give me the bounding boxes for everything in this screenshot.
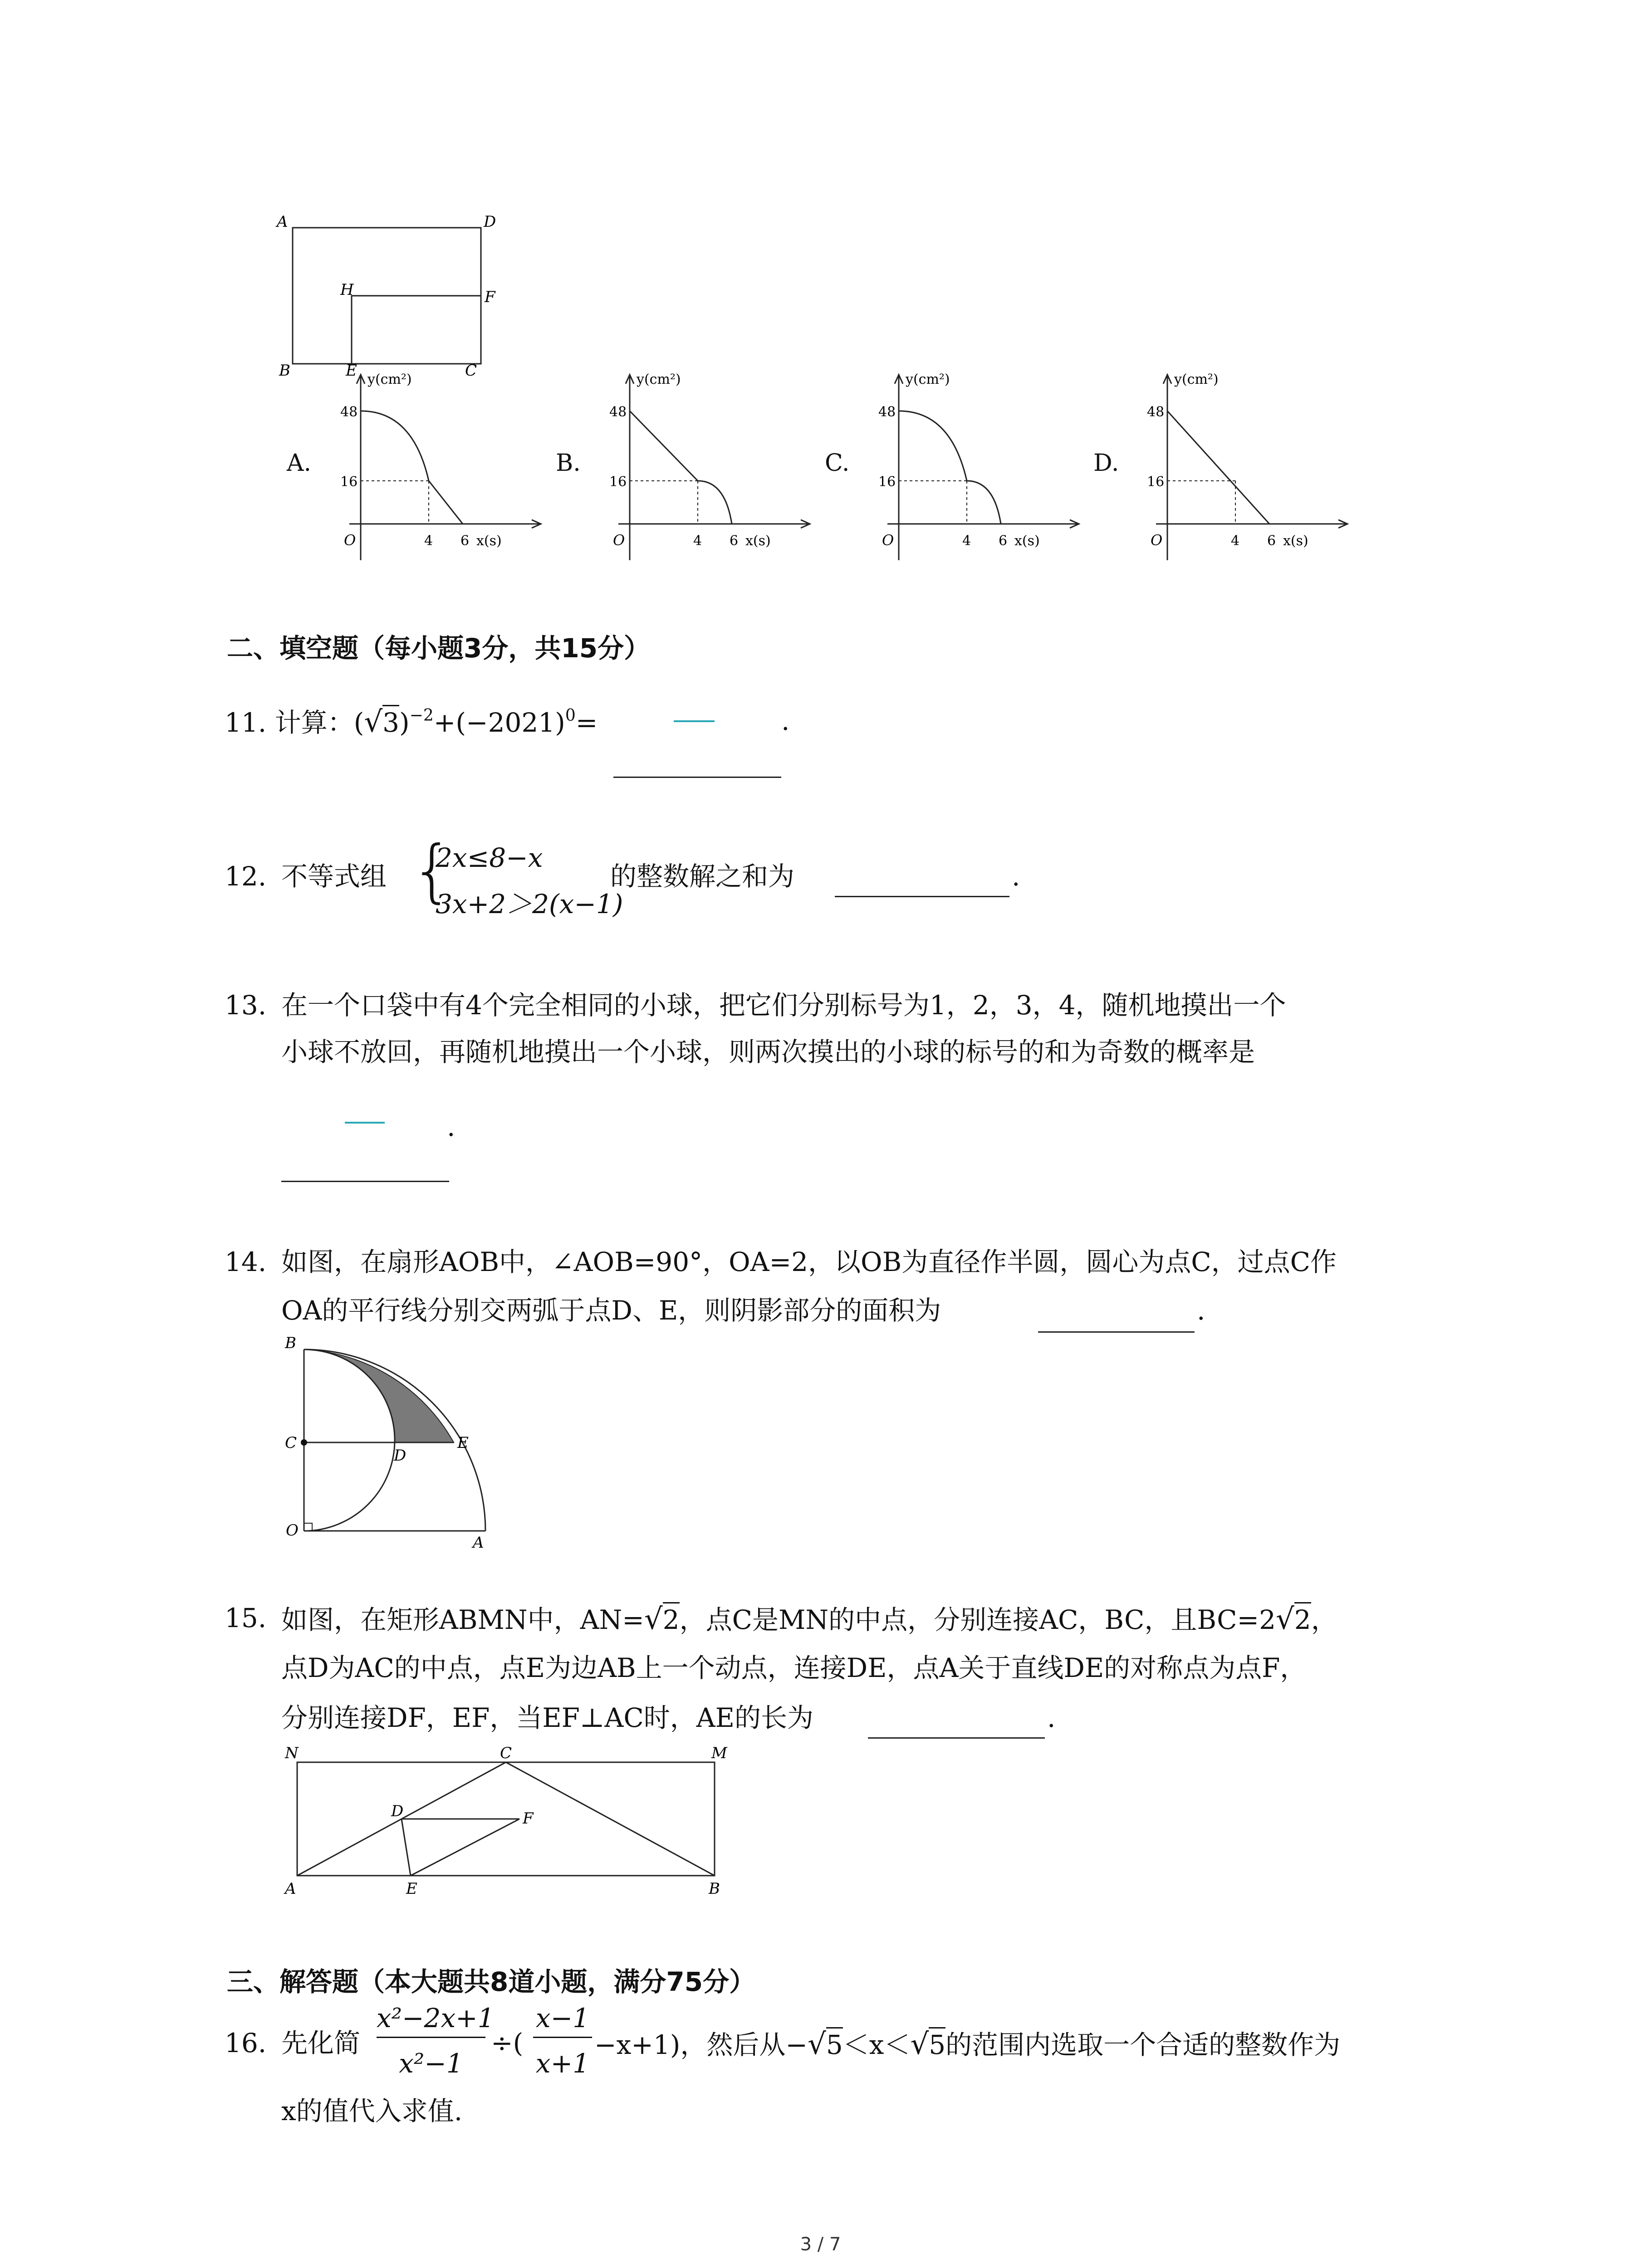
q15-label-D: D — [391, 1802, 404, 1820]
label-H: H — [340, 281, 354, 299]
q15-rectangle-figure — [272, 1742, 753, 1901]
q11-line — [225, 705, 598, 739]
q11-period: . — [781, 705, 790, 736]
option-c-letter: C. — [825, 450, 850, 477]
section-2-title: 二、填空题（每小题3分，共15分） — [227, 633, 651, 664]
q14-label-E: E — [457, 1434, 469, 1452]
q15-answer-blank[interactable] — [868, 1737, 1045, 1739]
q14-sector-figure — [272, 1334, 508, 1551]
graph-d-y-label: y(cm²) — [1174, 371, 1219, 387]
q11-answer-mark — [674, 720, 715, 722]
q11-exponent-2: 0 — [565, 706, 576, 725]
q15-line1-part-b: ，点C是MN的中点，分别连接AC，BC，且BC=2 — [679, 1604, 1276, 1635]
q16-frac2-numerator: x−1 — [535, 2003, 590, 2033]
q13-period: . — [447, 1111, 456, 1142]
q12-line1: 2x≤8−x — [436, 842, 543, 873]
q15-period: . — [1047, 1702, 1056, 1733]
q11-radicand: 3 — [382, 705, 399, 738]
q16-lead: 先化简 — [281, 2028, 361, 2058]
q13-answer-mark — [345, 1122, 385, 1124]
q15-label-F: F — [523, 1809, 534, 1828]
q14-line1: 如图，在扇形AOB中，∠AOB=90°，OA=2，以OB为直径作半圆，圆心为点C，过点C作 — [281, 1246, 1337, 1277]
graph-a-tick-16: 16 — [340, 474, 358, 490]
q13-number: 13. — [225, 990, 267, 1021]
label-E: E — [346, 362, 357, 376]
option-d-graph — [1138, 367, 1356, 567]
q14-label-A: A — [473, 1534, 484, 1551]
q15-label-M: M — [711, 1744, 727, 1762]
q11-open-paren: ( — [353, 707, 364, 738]
q13-line2: 小球不放回，再随机地摸出一个小球，则两次摸出的小球的标号的和为奇数的概率是 — [281, 1036, 1255, 1067]
q16-frac2-denominator: x+1 — [535, 2048, 590, 2079]
q16-line2: x的值代入求值. — [281, 2096, 463, 2126]
q14-label-O: O — [286, 1521, 299, 1540]
q16-frac1-bar — [377, 2037, 485, 2038]
graph-a-tick-4: 4 — [424, 533, 433, 549]
graph-d-tick-4: 4 — [1231, 533, 1240, 549]
graph-d-tick-48: 48 — [1147, 404, 1165, 420]
page-number: 3 / 7 — [800, 2234, 841, 2255]
option-a-letter: A. — [287, 450, 312, 477]
label-B: B — [279, 362, 290, 376]
label-D: D — [484, 213, 496, 231]
q16-number: 16. — [225, 2028, 267, 2058]
q15-label-C: C — [500, 1744, 512, 1762]
q16-frac1-numerator: x²−2x+1 — [377, 2003, 495, 2033]
sqrt-symbol: √ — [644, 1603, 663, 1636]
q14-label-B: B — [285, 1334, 296, 1352]
q12-answer-blank[interactable] — [835, 896, 1009, 897]
graph-b-y-label: y(cm²) — [637, 371, 681, 387]
graph-c-tick-6: 6 — [999, 533, 1008, 549]
q14-answer-blank[interactable] — [1038, 1331, 1195, 1333]
q16-radicand-1: 5 — [826, 2027, 843, 2060]
q11-term2: +(−2021) — [433, 707, 565, 738]
q16-tail: 的范围内选取一个合适的整数作为 — [945, 2029, 1341, 2060]
graph-c-x-label: x(s) — [1014, 533, 1040, 549]
sqrt-symbol: √ — [364, 705, 383, 739]
q11-answer-blank[interactable] — [613, 777, 781, 778]
q15-line1 — [281, 1605, 1337, 1634]
q16-after — [594, 2030, 1340, 2059]
graph-d-tick-6: 6 — [1267, 533, 1276, 549]
sqrt-symbol: √ — [1276, 1603, 1294, 1636]
section-3-title: 三、解答题（本大题共8道小题，满分75分） — [227, 1966, 756, 1997]
q15-radicand-2: 2 — [1294, 1602, 1311, 1635]
option-b-graph — [600, 367, 818, 567]
q14-period: . — [1197, 1295, 1205, 1326]
sqrt-symbol: √ — [910, 2028, 929, 2061]
q12-line2: 3x+2＞2(x−1) — [436, 889, 623, 919]
q13-answer-blank[interactable] — [281, 1181, 449, 1182]
graph-c-tick-4: 4 — [962, 533, 971, 549]
q15-label-N: N — [285, 1744, 299, 1762]
q13-line1: 在一个口袋中有4个完全相同的小球，把它们分别标号为1，2，3，4，随机地摸出一个 — [281, 990, 1286, 1021]
option-c-graph — [869, 367, 1087, 567]
sqrt-symbol: √ — [808, 2028, 826, 2061]
label-F: F — [485, 288, 495, 306]
graph-c-y-label: y(cm²) — [906, 371, 950, 387]
q15-line1-part-c: ， — [1311, 1604, 1337, 1635]
graph-c-tick-16: 16 — [878, 474, 896, 490]
q11-lead: 计算： — [274, 707, 354, 738]
q14-label-D: D — [394, 1447, 407, 1465]
q15-label-A: A — [285, 1880, 296, 1898]
option-a-graph — [331, 367, 549, 567]
option-b-letter: B. — [556, 450, 581, 477]
graph-c-tick-48: 48 — [878, 404, 896, 420]
label-A: A — [277, 213, 288, 231]
q14-line2: OA的平行线分别交两弧于点D、E，则阴影部分的面积为 — [281, 1295, 941, 1326]
graph-b-tick-48: 48 — [609, 404, 627, 420]
graph-d-x-label: x(s) — [1283, 533, 1308, 549]
graph-b-tick-6: 6 — [730, 533, 739, 549]
q12-lead: 不等式组 — [281, 861, 387, 892]
q10-rectangle-figure — [272, 213, 508, 376]
q11-close-paren: ) — [399, 707, 410, 738]
q15-label-E: E — [406, 1880, 417, 1898]
q14-label-C: C — [285, 1434, 297, 1452]
q12-tail: 的整数解之和为 — [610, 861, 795, 892]
q15-radicand-1: 2 — [663, 1602, 680, 1635]
q16-radicand-2: 5 — [929, 2027, 945, 2060]
graph-d-tick-16: 16 — [1147, 474, 1165, 490]
q15-line2: 点D为AC的中点，点E为边AB上一个动点，连接DE，点A关于直线DE的对称点为点F， — [281, 1652, 1307, 1683]
graph-c-origin: O — [882, 532, 894, 549]
q12-number: 12. — [225, 861, 267, 892]
option-d-letter: D. — [1093, 450, 1119, 477]
q16-after-text: −x+1)，然后从− — [594, 2029, 808, 2060]
q15-label-B: B — [709, 1880, 720, 1898]
graph-a-tick-6: 6 — [460, 533, 470, 549]
q16-divide: ÷( — [491, 2028, 524, 2058]
q11-number: 11. — [225, 707, 267, 738]
graph-b-origin: O — [613, 532, 625, 549]
label-C: C — [465, 362, 477, 376]
graph-b-tick-4: 4 — [693, 533, 702, 549]
graph-a-tick-48: 48 — [340, 404, 358, 420]
q15-line1-part-a: 如图，在矩形ABMN中，AN= — [281, 1604, 644, 1635]
q12-period: . — [1012, 861, 1020, 892]
graph-a-y-label: y(cm²) — [367, 371, 412, 387]
q16-frac1-denominator: x²−1 — [399, 2048, 463, 2079]
q12-brace: { — [411, 831, 454, 910]
q16-middle: ＜x＜ — [843, 2029, 911, 2060]
q15-line3: 分别连接DF，EF，当EF⊥AC时，AE的长为 — [281, 1702, 813, 1733]
q11-equals: = — [575, 707, 598, 738]
q16-frac2-bar — [533, 2037, 592, 2038]
graph-d-origin: O — [1151, 532, 1163, 549]
graph-b-tick-16: 16 — [609, 474, 627, 490]
graph-a-x-label: x(s) — [476, 533, 502, 549]
graph-b-x-label: x(s) — [745, 533, 771, 549]
q11-exponent-1: −2 — [409, 706, 434, 725]
q14-number: 14. — [225, 1246, 267, 1277]
graph-a-origin: O — [344, 532, 356, 549]
q15-number: 15. — [225, 1603, 267, 1633]
